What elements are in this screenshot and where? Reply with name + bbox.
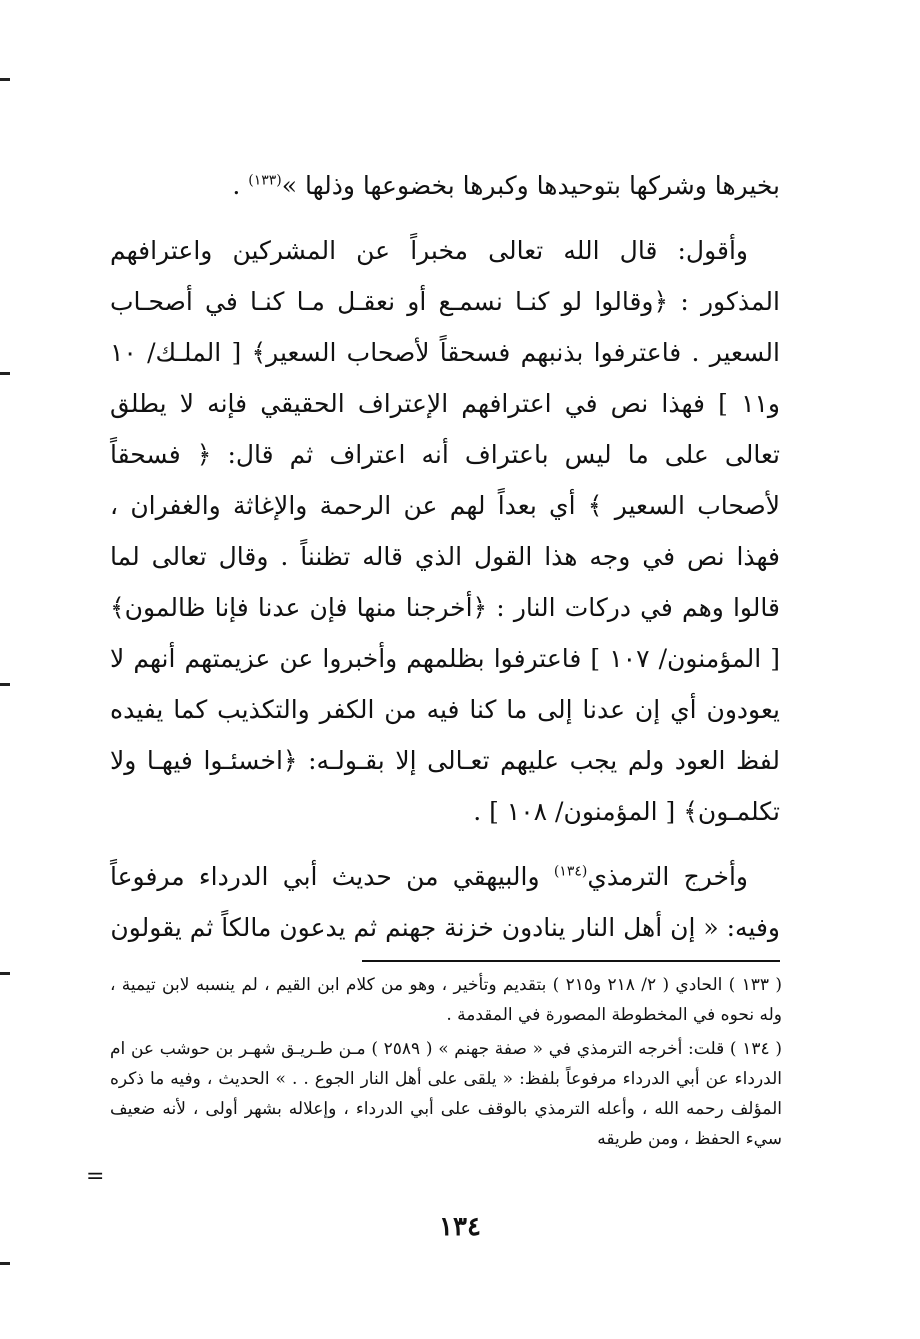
margin-mark-3 [0,683,10,686]
footnote-ref-133: (١٣٣) [248,172,282,189]
opening-line-text: بخيرها وشركها بتوحيدها وكبرها بخضوعها وذلها » [281,171,780,200]
main-text [110,160,780,953]
margin-mark-2 [0,372,10,375]
continuation-mark: = [86,1164,105,1189]
paragraph-1: وأقول: قال الله تعالى مخبراً عن المشركين واعترافهم المذكور : ﴿وقالوا لو كنـا نسمـع أو نعقـل مـا كنـا في أصحـاب السعير . فاعترفوا بذنبهم فسحقاً لأصحاب السعير﴾ [ الملـك/ ١٠ و١١ ] فهذا نص في اعترافهم الإعتراف الحقيقي فإنه لا يطلق تعالى على ما ليس باعتراف أنه اعتراف ثم قال: ﴿ فسحقاً لأصحاب السعير ﴾ أي بعداً لهم عن الرحمة والإغاثة والغفران ، فهذا نص في وجه هذا القول الذي قاله تظنناً . وقال تعالى لما قالوا وهم في دركات النار : ﴿أخرجنا منها فإن عدنا فإنا ظالمون﴾ [ المؤمنون/ ١٠٧ ] فاعترفوا بظلمهم وأخبروا عن عزيمتهم أنهم لا يعودون أي إن عدنا إلى ما كنا فيه من الكفر والتكذيب كما يفيده لفظ العود ولم يجب عليهم تعـالى إلا بقـولـه: ﴿اخسئـوا فيهـا ولا تكلمـون﴾ [ المؤمنون/ ١٠٨ ] . [110,236,780,826]
margin-mark-4 [0,972,10,975]
margin-mark-1 [0,78,10,81]
margin-mark-5 [0,1262,10,1265]
paragraph-2-rest: والبيهقي من حديث أبي الدرداء مرفوعاً وفيه: « إن أهل النار ينادون خزنة جهنم ثم يدعون مالكاً ثم يقولون [110,862,780,942]
paragraph-2 [110,851,780,953]
opening-line [110,160,780,211]
page-number: ١٣٤ [439,1212,481,1242]
footnote-separator [362,960,780,962]
paragraph-2-start: وأخرج الترمذي [587,862,748,891]
opening-line-end: . [232,171,249,200]
footnote-134: ( ١٣٤ ) قلت: أخرجه الترمذي في « صفة جهنم » ( ٢٥٨٩ ) مـن طـريـق شهـر بن حوشب عن ام الدرداء عن أبي الدرداء مرفوعاً بلفظ: « يلقى على أهل النار الجوع . . » الحديث ، وفيه ما ذكره المؤلف رحمه الله ، وأعله الترمذي بالوقف على أبي الدرداء ، وإعلاله بشهر أولى ، لأنه ضعيف سيء الحفظ ، ومن طريقه [110,1039,782,1149]
footnote-133: ( ١٣٣ ) الحادي ( ٢/ ٢١٨ و٢١٥ ) بتقديم وتأخير ، وهو من كلام ابن القيم ، لم ينسبه لابن تيمية ، وله نحوه في المخطوطة المصورة في المقدمة . [110,975,782,1025]
footnote-ref-134: (١٣٤) [553,863,588,880]
footnotes [110,970,782,1158]
